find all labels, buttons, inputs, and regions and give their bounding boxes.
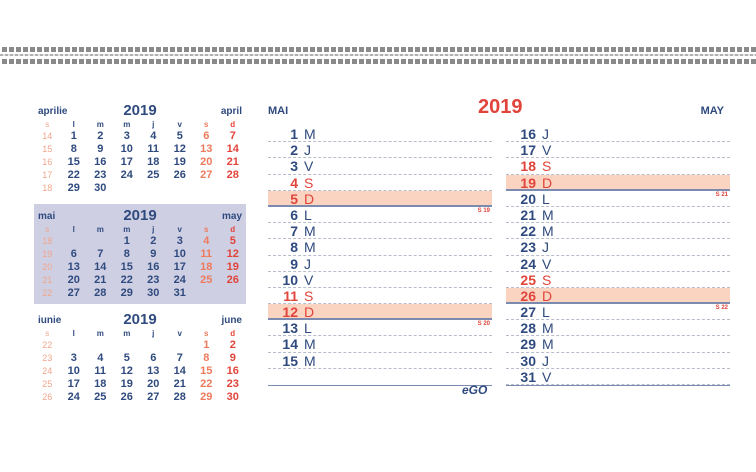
day-number: 3 [290,158,298,175]
day-cell: 19 [226,261,239,273]
week-number: 21 [42,275,53,285]
weekday-label: v [177,120,182,129]
mini-calendar-header [34,102,246,120]
day-cell: 5 [123,352,130,364]
weekday-initial: L [304,320,312,337]
weekday-initial: L [542,190,550,207]
day-cell [114,182,141,195]
weekday-label: s [45,225,50,234]
day-number: 26 [520,287,536,304]
week-number: 17 [42,170,53,180]
day-cell [193,182,220,195]
spiral-loops-top [2,47,756,52]
week-row [34,274,246,287]
day-number: 12 [282,304,298,321]
day-cell: 13 [200,143,213,155]
weekday-initial: M [304,239,316,256]
day-number: 4 [290,174,298,191]
day-row [506,272,730,288]
day-number: 13 [282,320,298,337]
weekday-label: j [152,329,155,338]
mini-year: 2019 [123,207,157,224]
weekday-initial: S [304,174,314,191]
day-number: 6 [290,206,298,223]
day-row [506,336,730,352]
day-cell [167,182,194,195]
day-cell: 2 [150,235,157,247]
week-row [34,248,246,261]
weekday-label: m [123,225,131,234]
day-cell: 18 [147,156,160,168]
day-cell [220,182,247,195]
day-cell: 1 [123,235,130,247]
day-row [268,158,492,174]
week-row [34,391,246,404]
day-cell: 4 [203,235,210,247]
weekday-label: m [96,225,104,234]
day-number: 15 [282,352,298,369]
mini-year: 2019 [123,102,157,119]
day-cell: 8 [70,143,77,155]
main-month-title-en: MAY [700,105,724,117]
ego-logo: eGO [462,383,488,397]
day-number: 14 [282,336,298,353]
day-row [506,207,730,223]
weekday-initial: D [304,190,315,207]
day-cell: 4 [150,130,157,142]
weekday-initial: S [542,271,552,288]
day-number: 18 [520,158,536,175]
day-row [506,256,730,272]
day-cell: 24 [120,169,133,181]
weekday-label: d [230,225,236,234]
day-cell: 18 [94,378,107,390]
day-cell: 22 [67,169,80,181]
mini-month-name-en: may [221,211,242,222]
day-cell: 1 [70,130,77,142]
spiral-loops-bottom [2,59,756,64]
week-number: 26 [42,392,53,402]
day-cell: 25 [147,169,160,181]
day-cell: 9 [229,352,236,364]
day-cell: 12 [173,143,186,155]
weekday-label: l [72,225,75,234]
day-cell: 13 [147,365,160,377]
week-number-label: S 21 [715,191,728,198]
week-row [34,156,246,169]
weekday-label: j [152,120,155,129]
weekday-label: l [72,329,75,338]
day-cell: 25 [94,391,107,403]
week-number: 18 [42,236,53,246]
weekday-label: d [230,329,236,338]
day-cell: 3 [70,352,77,364]
day-row [506,126,730,142]
day-cell: 23 [94,169,107,181]
week-row [34,130,246,143]
day-cell: 26 [173,169,186,181]
day-row [506,320,730,336]
day-number: 28 [520,320,536,337]
day-cell: 11 [147,143,160,155]
day-cell [193,287,220,300]
day-cell: 26 [226,274,239,286]
mini-calendar-may [34,204,246,304]
mini-month-name-ro: iunie [38,315,62,326]
week-number: 19 [42,249,53,259]
weekday-initial: J [542,352,549,369]
day-row [268,142,492,158]
day-cell: 7 [176,352,183,364]
day-cell: 16 [226,365,239,377]
day-row [268,207,492,223]
day-cell: 14 [94,261,107,273]
mini-calendar-header [34,311,246,329]
weekday-initial: L [304,206,312,223]
day-cell: 12 [120,365,133,377]
day-cell: 28 [173,391,186,403]
day-cell: 8 [123,248,130,260]
weekday-initial: V [542,368,552,385]
day-row [506,175,730,191]
day-cell: 10 [67,365,80,377]
day-number: 9 [290,255,298,272]
day-cell: 7 [229,130,236,142]
day-cell: 24 [173,274,186,286]
day-cell: 29 [120,287,133,299]
day-cell: 16 [94,156,107,168]
day-cell: 28 [94,287,107,299]
weekday-label: l [72,120,75,129]
day-cell: 27 [67,287,80,299]
day-row [268,353,492,369]
weekday-label: s [204,225,209,234]
day-cell: 7 [97,248,104,260]
week-number: 22 [42,340,53,350]
day-number: 8 [290,239,298,256]
day-cell: 28 [226,169,239,181]
day-row [268,256,492,272]
mini-calendar-april [34,102,246,195]
day-cell: 20 [200,156,213,168]
weekday-label: m [123,120,131,129]
day-column-2 [506,126,730,386]
day-cell: 31 [173,287,186,299]
weekday-label: s [45,120,50,129]
week-row [34,235,246,248]
spiral-wire [0,54,756,56]
day-row [506,304,730,320]
day-cell: 16 [147,261,160,273]
weekday-initial: L [542,304,550,321]
day-number: 23 [520,239,536,256]
day-cell: 14 [226,143,239,155]
weekday-header-row [34,225,246,235]
day-cell [167,339,194,352]
day-cell [87,235,114,248]
weekday-label: s [204,329,209,338]
weekday-initial: D [542,287,553,304]
week-number: 23 [42,353,53,363]
day-cell: 9 [97,143,104,155]
day-number: 7 [290,223,298,240]
day-cell: 1 [203,339,210,351]
day-cell: 10 [120,143,133,155]
day-cell: 23 [226,378,239,390]
day-cell: 20 [147,378,160,390]
weekday-label: m [123,329,131,338]
day-number: 21 [520,206,536,223]
day-cell: 29 [67,182,80,194]
weekday-initial: M [542,320,554,337]
day-number: 30 [520,352,536,369]
day-cell: 10 [173,248,186,260]
day-cell: 21 [226,156,239,168]
weekday-label: d [230,120,236,129]
weekday-label: m [96,120,104,129]
day-cell: 27 [147,391,160,403]
week-row [34,378,246,391]
day-cell: 4 [97,352,104,364]
day-cell [220,287,247,300]
day-cell: 24 [67,391,80,403]
weekday-initial: M [304,336,316,353]
day-number: 25 [520,271,536,288]
weekday-initial: V [304,158,314,175]
day-cell [114,339,141,352]
weekday-header-row [34,329,246,339]
weekday-initial: V [542,255,552,272]
column-bottom-rule [506,385,730,386]
mini-month-name-ro: aprilie [38,106,68,117]
week-row [34,261,246,274]
week-number: 24 [42,366,53,376]
day-cell [140,182,167,195]
day-cell: 19 [173,156,186,168]
day-cell: 2 [97,130,104,142]
day-cell: 3 [176,235,183,247]
day-number: 24 [520,255,536,272]
day-cell [87,339,114,352]
weekday-initial: D [304,304,315,321]
day-cell: 27 [200,169,213,181]
week-number: 15 [42,144,53,154]
day-cell: 20 [67,274,80,286]
day-row [268,239,492,255]
day-row [506,191,730,207]
day-number: 22 [520,223,536,240]
day-row [506,158,730,174]
column-bottom-rule [268,385,492,386]
day-row [506,353,730,369]
day-cell: 9 [150,248,157,260]
week-number-label: S 22 [715,305,728,312]
day-cell: 6 [203,130,210,142]
weekday-initial: M [542,223,554,240]
day-cell: 22 [200,378,213,390]
mini-year: 2019 [123,311,157,328]
day-cell: 17 [67,378,80,390]
day-row [268,223,492,239]
day-row [506,223,730,239]
day-row [268,288,492,304]
main-month-title-ro: MAI [268,105,289,117]
day-row [268,191,492,207]
day-cell: 15 [67,156,80,168]
week-number-label: S 20 [477,321,490,328]
week-row [34,365,246,378]
day-number: 11 [283,287,298,304]
week-row [34,352,246,365]
weekday-initial: M [542,206,554,223]
day-cell: 25 [200,274,213,286]
mini-calendar-header [34,207,246,225]
day-row [268,272,492,288]
day-cell: 18 [200,261,213,273]
day-row [506,142,730,158]
main-year: 2019 [478,96,523,118]
mini-month-name-en: june [221,315,242,326]
day-cell: 6 [150,352,157,364]
day-number: 19 [520,174,536,191]
weekday-initial: J [542,126,549,142]
weekday-initial: V [542,142,552,159]
weekday-label: m [96,329,104,338]
week-number: 20 [42,262,53,272]
day-row [268,175,492,191]
day-number: 1 [290,126,298,142]
day-cell: 13 [67,261,80,273]
day-cell: 6 [70,248,77,260]
day-number: 10 [282,271,298,288]
week-number: 25 [42,379,53,389]
week-row [34,143,246,156]
day-number: 2 [290,142,298,159]
day-number: 16 [520,126,536,142]
week-row [34,287,246,300]
day-cell: 11 [200,248,213,260]
weekday-initial: V [304,271,314,288]
spiral-binding [0,46,756,66]
weekday-initial: M [304,352,316,369]
day-cell: 30 [147,287,160,299]
day-cell: 30 [94,182,107,194]
day-cell: 14 [173,365,186,377]
week-row [34,182,246,195]
week-number: 16 [42,157,53,167]
day-cell [140,339,167,352]
weekday-initial: M [304,223,316,240]
day-number: 31 [520,368,536,385]
day-cell: 17 [173,261,186,273]
day-number: 5 [290,190,298,207]
day-cell: 3 [123,130,130,142]
week-number: 18 [42,183,53,193]
week-row [34,169,246,182]
weekday-initial: S [542,158,552,175]
day-cell: 8 [203,352,210,364]
day-number: 20 [520,190,536,207]
day-column-1 [268,126,492,386]
day-cell: 15 [200,365,213,377]
day-cell: 19 [120,378,133,390]
day-cell: 21 [94,274,107,286]
day-number: 29 [520,336,536,353]
weekday-label: j [152,225,155,234]
day-cell [61,339,88,352]
weekday-initial: M [542,336,554,353]
day-cell: 5 [229,235,236,247]
weekday-header-row [34,120,246,130]
mini-month-name-en: april [220,106,242,117]
mini-month-name-ro: mai [38,211,56,222]
day-cell: 5 [176,130,183,142]
day-cell: 17 [120,156,133,168]
day-row [268,126,492,142]
weekday-initial: D [542,174,553,191]
day-row [268,320,492,336]
day-cell: 2 [229,339,236,351]
weekday-initial: J [542,239,549,256]
day-cell: 15 [120,261,133,273]
weekday-label: s [204,120,209,129]
day-cell [61,235,88,248]
day-cell: 21 [173,378,186,390]
day-cell: 23 [147,274,160,286]
day-row [506,288,730,304]
week-number: 14 [42,131,53,141]
weekday-label: v [177,225,182,234]
day-cell: 30 [226,391,239,403]
day-row [268,336,492,352]
day-number: 17 [520,142,536,159]
day-cell: 29 [200,391,213,403]
day-cell: 22 [120,274,133,286]
week-number: 22 [42,288,53,298]
weekday-initial: J [304,142,311,159]
weekday-initial: J [304,255,311,272]
weekday-initial: M [304,126,316,142]
day-cell: 12 [226,248,239,260]
day-row [506,239,730,255]
mini-calendar-june [34,311,246,404]
day-cell: 26 [120,391,133,403]
week-row [34,339,246,352]
day-number: 27 [520,304,536,321]
day-cell: 11 [94,365,107,377]
weekday-initial: S [304,287,314,304]
day-row [268,304,492,320]
weekday-label: v [177,329,182,338]
day-row [506,369,730,385]
weekday-label: s [45,329,50,338]
week-number-label: S 19 [477,207,490,214]
